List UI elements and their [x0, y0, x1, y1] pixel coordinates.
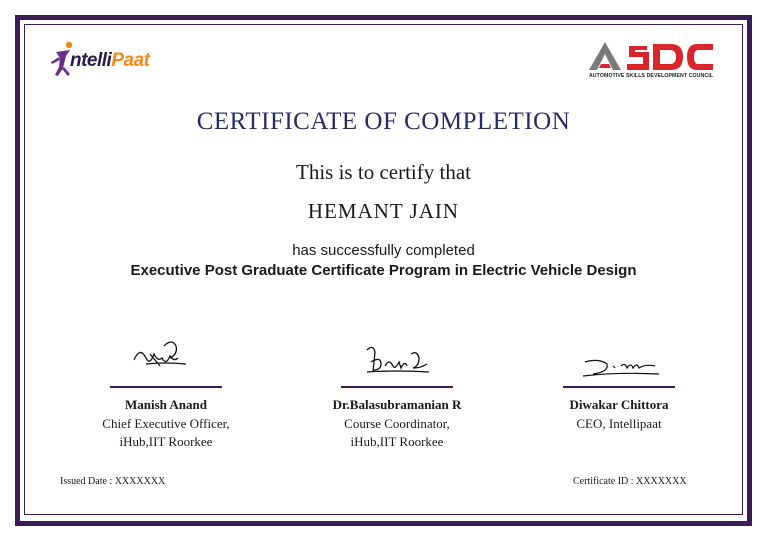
certificate-title: CERTIFICATE OF COMPLETION [196, 108, 571, 135]
signature-block-1 [56, 332, 276, 451]
signatory-name: Diwakar Chittora [569, 397, 669, 412]
signatory-role-line-2: iHub,IIT Roorkee [350, 434, 444, 449]
signature-line-3 [563, 386, 675, 388]
signature-1-icon [106, 332, 226, 384]
signatory-role-line-2: iHub,IIT Roorkee [119, 434, 213, 449]
signatory-role-line-1: Course Coordinator, [344, 416, 450, 431]
intellipaat-logo [48, 40, 173, 80]
signature-2-icon [337, 332, 457, 384]
intellipaat-wordmark [70, 50, 149, 72]
certify-line: This is to certify that [296, 160, 471, 184]
signature-block-3 [509, 332, 729, 433]
intellipaat-wordmark-accent: Paat [111, 50, 150, 71]
issued-date: Issued Date : XXXXXXX [60, 476, 166, 487]
intellipaat-wordmark-main: ntelli [70, 50, 112, 71]
certificate-id: Certificate ID : XXXXXXX [573, 476, 687, 487]
signature-line-2 [341, 386, 453, 388]
recipient-name: HEMANT JAIN [307, 199, 460, 223]
signatory-role-line-1: CEO, Intellipaat [576, 416, 662, 431]
asdc-logo [585, 40, 717, 85]
signature-line-1 [110, 386, 222, 388]
program-name: Executive Post Graduate Certificate Program in Electric Vehicle Design [130, 262, 637, 279]
signatory-name: Dr.Balasubramanian R [332, 397, 462, 412]
asdc-wordmark-icon [585, 40, 717, 72]
signatory-role-line-1: Chief Executive Officer, [102, 416, 230, 431]
signature-block-2 [287, 332, 507, 451]
signatory-name: Manish Anand [124, 397, 207, 412]
asdc-tagline: AUTOMOTIVE SKILLS DEVELOPMENT COUNCIL [588, 73, 714, 79]
signature-3-icon [559, 332, 679, 384]
completed-line: has successfully completed [292, 242, 475, 259]
